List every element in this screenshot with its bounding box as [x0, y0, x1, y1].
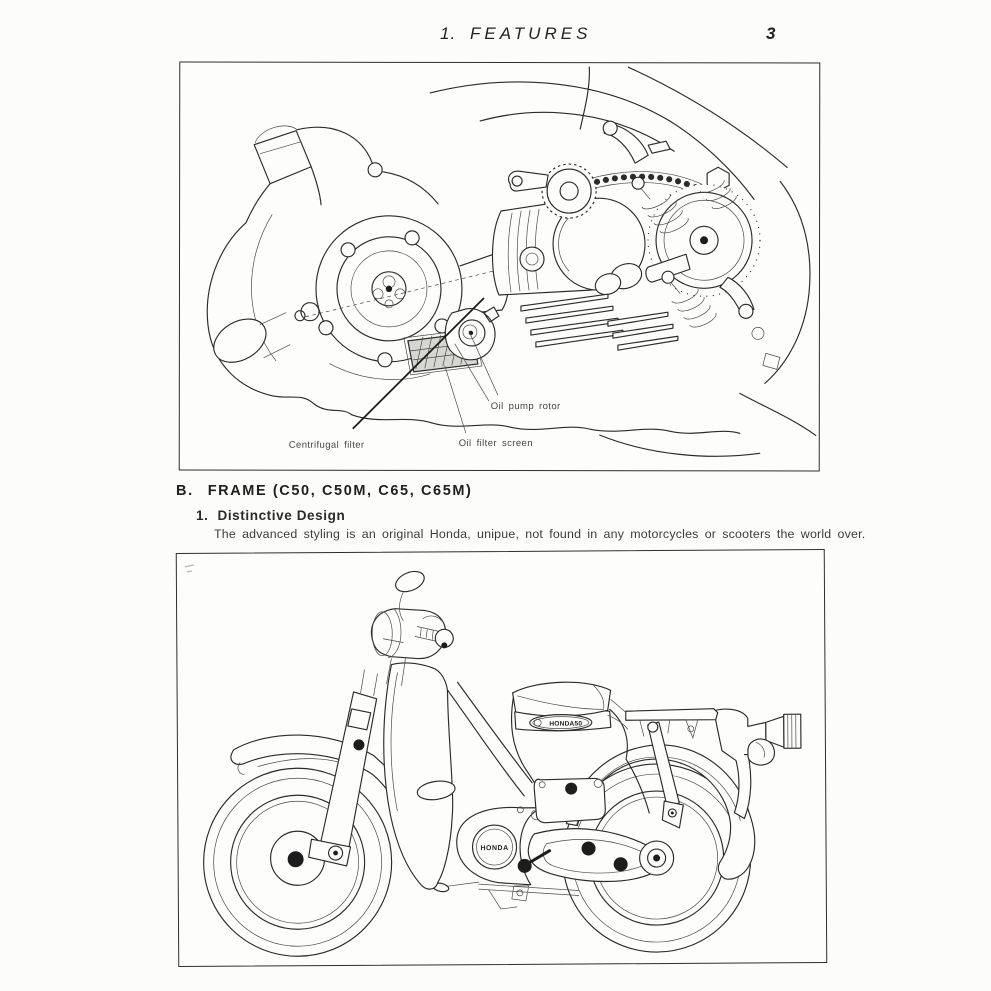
taillight-body	[784, 714, 801, 748]
scan-specks	[185, 565, 194, 572]
clutch-center-dot	[386, 286, 392, 292]
rocker-pivot	[603, 121, 617, 135]
kickstart-boss	[206, 310, 273, 371]
section-heading	[176, 483, 472, 499]
front-fender-blade	[231, 734, 409, 805]
label-oil-pump-rotor: Oil pump rotor	[490, 400, 561, 413]
label-centrifugal-filter: Centrifugal filter	[288, 439, 365, 451]
case-bottom-wavy	[352, 415, 760, 457]
page-header	[0, 24, 991, 46]
bracket-bolt	[517, 890, 523, 896]
grip-end-dot	[441, 642, 447, 648]
rear-shock	[648, 722, 684, 828]
section-title: FRAME (C50, C50M, C65, C65M)	[207, 483, 473, 499]
rear-hub-dot	[653, 855, 660, 862]
shock-bolt-dot	[671, 811, 674, 814]
bike-figure-frame	[176, 549, 828, 967]
oil-pump-rotor-part	[445, 307, 499, 360]
cooling-fins	[521, 294, 678, 350]
left-shaft-bits	[295, 303, 319, 321]
rocker-pivot-right	[739, 304, 753, 318]
tappet-1	[632, 177, 644, 189]
kick-pivot-dot	[518, 859, 532, 873]
engine-badge-text: HONDA	[480, 844, 509, 853]
crankcase-top-edge	[297, 127, 438, 204]
footrest-bar	[447, 882, 579, 902]
front-fender	[231, 734, 409, 805]
carrier-leg-bolt	[688, 726, 694, 732]
center-body	[446, 681, 650, 823]
mirror	[393, 568, 428, 596]
sprocket-arm-eye	[512, 176, 522, 186]
shock-top-eye	[648, 722, 658, 732]
chapter-number: 1.	[440, 24, 457, 43]
page-number: 3	[766, 24, 776, 43]
wrist-pin	[520, 247, 544, 271]
section-letter: B.	[176, 483, 194, 499]
front-axle-dot	[288, 851, 304, 867]
cam-hub-dot	[700, 236, 708, 244]
side-cover-dot	[565, 783, 577, 795]
rear-carrier	[626, 709, 718, 739]
chaincase-dot-2	[614, 857, 628, 871]
headlight-nacelle	[371, 608, 445, 659]
oil-filler-neck	[254, 131, 311, 184]
fork-stem	[360, 670, 377, 696]
carrier-platform	[626, 709, 718, 721]
fork-bolt-dot	[353, 739, 364, 750]
subsection-number: 1.	[196, 508, 209, 523]
subsection-heading	[196, 508, 345, 523]
lower-right-details	[752, 327, 780, 369]
chapter-title: FEATURES	[470, 24, 592, 43]
link-pivot-dot	[333, 851, 338, 856]
subsection-title: Distinctive Design	[217, 508, 346, 523]
case-top-ring	[368, 163, 382, 177]
leader-oil-filter-screen	[445, 366, 466, 433]
fork-clamp	[348, 709, 371, 730]
chaincase-dot-1	[582, 841, 596, 855]
fin-group-left	[521, 294, 623, 347]
tappet-2	[662, 271, 674, 283]
motorcycle-side-view-drawing	[177, 550, 827, 966]
leg-shield	[383, 663, 457, 890]
engine-cutaway-drawing	[180, 63, 820, 471]
top-tab	[648, 141, 670, 153]
seat	[513, 682, 611, 716]
top-sprocket-hub	[560, 182, 578, 200]
label-oil-filter-screen: Oil filter screen	[458, 437, 533, 450]
engine-figure-frame	[179, 62, 821, 472]
seat-badge-text: HONDA50	[549, 720, 583, 728]
front-wheel	[203, 768, 392, 957]
section-body-text: The advanced styling is an original Honda, unipue, not found in any motorcycles or scooters the world over.	[214, 527, 866, 541]
